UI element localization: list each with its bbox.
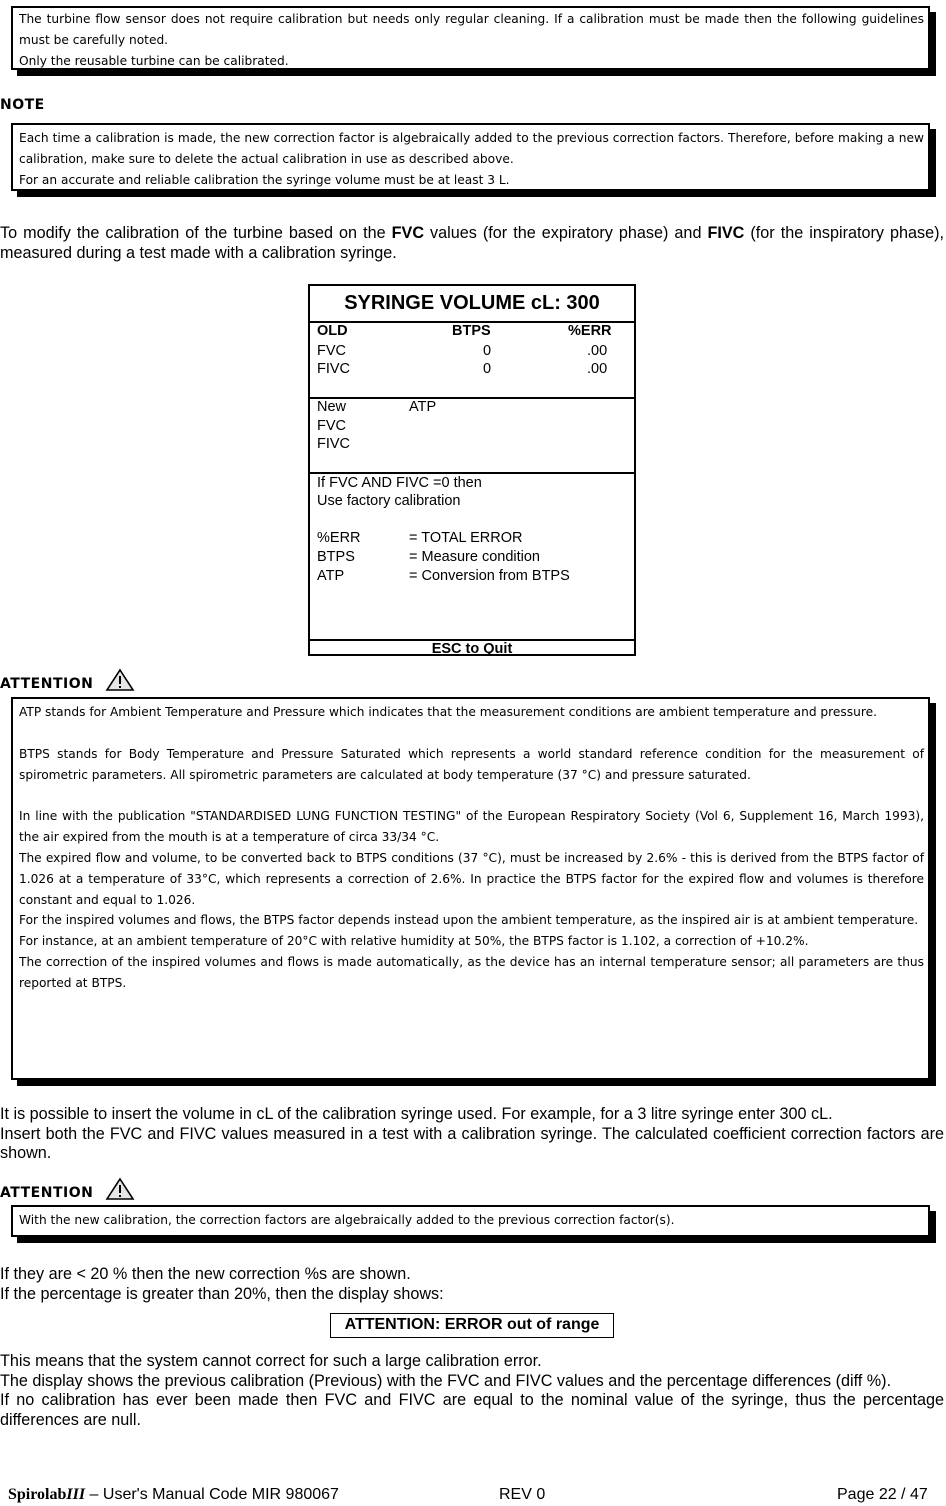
attention-paragraph: For the inspired volumes and flows, the BTPS factor depends instead upon the ambient temperature, as the inspired air is at ambient temperature. [19, 913, 919, 928]
legend-key-atp: ATP [317, 568, 345, 584]
footer-manual-code: – User's Manual Code MIR 980067 [85, 1486, 339, 1503]
note-heading: NOTE [0, 97, 45, 113]
intro-text: values (for the expiratory phase) and [424, 224, 708, 242]
divider [310, 397, 634, 399]
atp-label: ATP [409, 399, 437, 415]
old-label: OLD [317, 323, 348, 339]
body-line: If no calibration has ever been made then FVC and FIVC are equal to the nominal value of the syringe, thus the percentage differences are null. [0, 1391, 944, 1429]
body-line: Insert both the FVC and FIVC values measured in a test with a calibration syringe. The calculated coefficient correction factors are shown. [0, 1124, 944, 1162]
legend-val-atp: = Conversion from BTPS [409, 568, 570, 584]
note-line: For an accurate and reliable calibration the syringe volume must be at least 3 L. [19, 172, 510, 187]
warning-icon [105, 668, 135, 696]
error-message-box: ATTENTION: ERROR out of range [330, 1313, 614, 1338]
fivc-err-value: .00 [587, 361, 608, 377]
attention-heading-text: ATTENTION [0, 1185, 94, 1201]
footer-brand-suffix: III [66, 1486, 86, 1503]
attention-paragraph: ATP stands for Ambient Temperature and Pressure which indicates that the measurement conditions are ambient temperature and pressure. [19, 705, 877, 719]
footer-manual [8, 1486, 339, 1504]
attention-box-correction [11, 1205, 930, 1237]
fvc-label: FVC [317, 343, 346, 359]
fvc-btps-value: 0 [483, 343, 492, 359]
fivc-btps-value: 0 [483, 361, 492, 377]
rule-line: Use factory calibration [317, 493, 461, 509]
intro-text: (for the inspiratory phase), measured during a test made with a calibration syringe. [0, 224, 945, 262]
legend-val-btps: = Measure condition [409, 549, 540, 565]
rule-line: If FVC AND FIVC =0 then [317, 475, 482, 491]
attention-box-atp-btps [11, 697, 930, 1080]
attention-paragraph: The expired flow and volume, to be converted back to BTPS conditions (37 °C), must be increased by 2.6% - this is derived from the BTPS factor of 1.026 at a temperature of 33°C, which represents a correction of 2.6%. In practice the BTPS factor for the expired flow and volumes is therefore constant and equal to 1.026. [19, 850, 924, 907]
body-line: This means that the system cannot correct for such a large calibration error. [0, 1352, 542, 1370]
note-box [11, 123, 930, 191]
body-line: The display shows the previous calibration (Previous) with the FVC and FIVC values and the percentage differences (diff %). [0, 1371, 892, 1390]
attention-paragraph: BTPS stands for Body Temperature and Pressure Saturated which represents a world standard reference condition for the measurement of spirometric parameters. All spirometric parameters are calculated at body temperature (37 °C) and pressure saturated. [19, 746, 924, 782]
attention-heading [0, 1177, 135, 1205]
btps-label: BTPS [452, 323, 491, 339]
warning-icon [105, 1177, 135, 1205]
info-box-calibration [11, 6, 930, 70]
legend-key-err: %ERR [317, 530, 361, 546]
esc-quit-label: ESC to Quit [431, 641, 513, 657]
intro-text: To modify the calibration of the turbine based on the [0, 224, 392, 242]
note-line: Each time a calibration is made, the new correction factor is algebraically added to the previous correction factors. Therefore, before making a new calibration, make sure to delete the actual calibration in use as described above. [19, 131, 924, 166]
body-line: It is possible to insert the volume in cL of the calibration syringe used. For example, for a 3 litre syringe enter 300 cL. [0, 1105, 833, 1123]
intro-paragraph [0, 224, 944, 263]
divider [310, 472, 634, 474]
legend-key-btps: BTPS [317, 549, 355, 565]
attention-paragraph: In line with the publication "STANDARDISED LUNG FUNCTION TESTING" of the European Respiratory Society (Vol 6, Supplement 16, March 1993), the air expired from the mouth is at a temperature of circa 33/34 °C. [19, 809, 924, 845]
footer-brand: Spirolab [8, 1486, 67, 1503]
attention-text: With the new calibration, the correction factors are algebraically added to the previous correction factor(s). [19, 1213, 675, 1227]
syringe-paragraph [0, 1105, 944, 1164]
legend-val-err: = TOTAL ERROR [409, 530, 523, 546]
fivc-term: FIVC [707, 224, 745, 242]
attention-paragraph: For instance, at an ambient temperature of 20°C with relative humidity at 50%, the BTPS factor is 1.102, a correction of +10.2%. [19, 934, 809, 949]
device-screen [308, 284, 636, 656]
closing-paragraph [0, 1352, 944, 1430]
new-label: New [317, 399, 347, 415]
footer-rev: REV 0 [499, 1486, 546, 1503]
body-line: If the percentage is greater than 20%, then the display shows: [0, 1284, 444, 1303]
info-line: Only the reusable turbine can be calibrated. [19, 53, 289, 68]
fivc-label: FIVC [317, 361, 351, 377]
percentage-paragraph [0, 1265, 944, 1304]
new-fivc-label: FIVC [317, 436, 351, 452]
new-fvc-label: FVC [317, 418, 346, 434]
info-line: The turbine flow sensor does not require calibration but needs only regular cleaning. If a calibration must be made then the following guidelines must be carefully noted. [19, 12, 924, 47]
fvc-term: FVC [391, 224, 425, 242]
attention-heading-text: ATTENTION [0, 676, 94, 692]
err-label: %ERR [568, 323, 612, 339]
screen-title: SYRINGE VOLUME cL: 300 [344, 292, 600, 314]
body-line: If they are < 20 % then the new correction %s are shown. [0, 1265, 411, 1283]
footer-page-number: Page 22 / 47 [837, 1486, 928, 1503]
fvc-err-value: .00 [587, 343, 608, 359]
attention-paragraph: The correction of the inspired volumes and flows is made automatically, as the device has an internal temperature sensor; all parameters are thus reported at BTPS. [19, 954, 924, 990]
attention-heading [0, 668, 135, 696]
